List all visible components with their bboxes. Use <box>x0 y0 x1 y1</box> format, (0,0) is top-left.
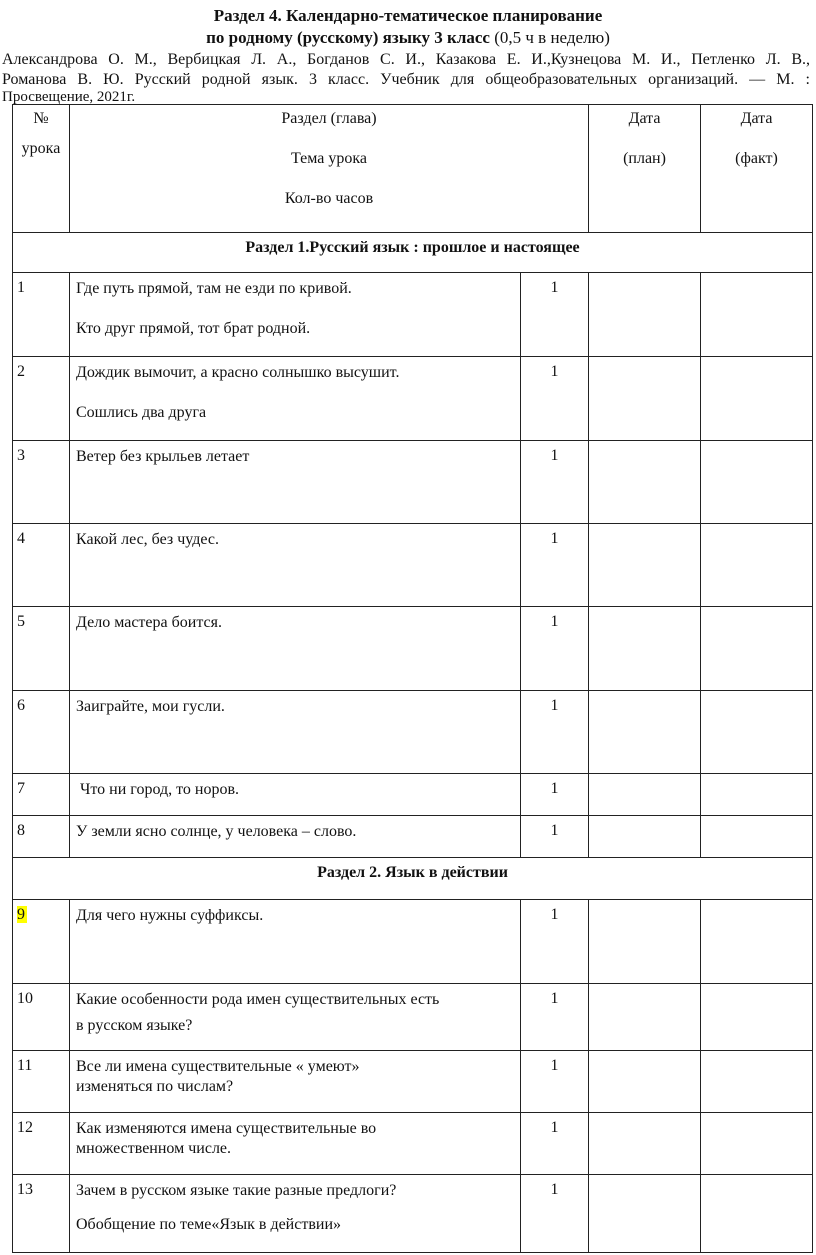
lesson-number: 10 <box>13 984 70 1051</box>
date-plan-cell <box>589 607 701 691</box>
date-fact-cell <box>701 1051 813 1113</box>
date-plan-cell <box>589 984 701 1051</box>
lesson-topic: Дождик вымочит, а красно солнышко высушит. Сошлись два друга <box>70 357 521 441</box>
header-date-fact: Дата (факт) <box>701 105 813 233</box>
lesson-topic: Какие особенности рода имен существительных есть в русском языке? <box>70 984 521 1051</box>
table-row <box>13 774 813 816</box>
lesson-number: 2 <box>13 357 70 441</box>
table-row <box>13 1051 813 1113</box>
lesson-hours: 1 <box>521 1051 589 1113</box>
lesson-number: 5 <box>13 607 70 691</box>
date-plan-cell <box>589 691 701 774</box>
lesson-hours: 1 <box>521 774 589 816</box>
section-title: Раздел 1.Русский язык : прошлое и настоящее <box>13 233 813 273</box>
date-fact-cell <box>701 691 813 774</box>
table-row <box>13 607 813 691</box>
date-fact-cell <box>701 984 813 1051</box>
table-row <box>13 524 813 607</box>
date-plan-cell <box>589 900 701 984</box>
lesson-hours: 1 <box>521 357 589 441</box>
lesson-number: 1 <box>13 273 70 357</box>
lesson-number: 11 <box>13 1051 70 1113</box>
table-row <box>13 273 813 357</box>
lesson-topic: У земли ясно солнце, у человека – слово. <box>70 816 521 858</box>
lesson-topic: Все ли имена существительные « умеют» изменяться по числам? <box>70 1051 521 1113</box>
table-row <box>13 984 813 1051</box>
lesson-topic: Для чего нужны суффиксы. <box>70 900 521 984</box>
date-plan-cell <box>589 1051 701 1113</box>
lesson-number: 13 <box>13 1175 70 1253</box>
date-plan-cell <box>589 273 701 357</box>
table-row <box>13 691 813 774</box>
highlighted-number: 9 <box>17 906 25 923</box>
lesson-number: 6 <box>13 691 70 774</box>
lesson-hours: 1 <box>521 1175 589 1253</box>
lesson-plan-table <box>12 104 813 1253</box>
lesson-topic: Зачем в русском языке такие разные предлоги? Обобщение по теме«Язык в действии» <box>70 1175 521 1253</box>
section-row <box>13 858 813 900</box>
document-title-line1: Раздел 4. Календарно-тематическое планирование <box>213 6 603 25</box>
lesson-number: 12 <box>13 1113 70 1175</box>
date-plan-cell <box>589 774 701 816</box>
authors-line: Александрова О. М., Вербицкая Л. А., Богданов С. И., Казакова Е. И.,Кузнецова М. И., Петленко Л. В., <box>2 51 810 68</box>
lesson-hours: 1 <box>521 441 589 524</box>
lesson-number: 8 <box>13 816 70 858</box>
lesson-hours: 1 <box>521 900 589 984</box>
date-fact-cell <box>701 357 813 441</box>
date-fact-cell <box>701 607 813 691</box>
table-row <box>13 900 813 984</box>
table-row <box>13 357 813 441</box>
table-row <box>13 441 813 524</box>
lesson-topic: Что ни город, то норов. <box>70 774 521 816</box>
authors-line: Романова В. Ю. Русский родной язык. 3 класс. Учебник для общеобразовательных организаций. — М. : <box>2 71 810 88</box>
lesson-topic: Какой лес, без чудес. <box>70 524 521 607</box>
date-fact-cell <box>701 441 813 524</box>
lesson-hours: 1 <box>521 273 589 357</box>
lesson-hours: 1 <box>521 691 589 774</box>
date-plan-cell <box>589 816 701 858</box>
date-plan-cell <box>589 524 701 607</box>
table-header-row <box>13 105 813 233</box>
header-topic: Раздел (глава) Тема урока Кол-во часов <box>70 105 589 233</box>
lesson-topic: Ветер без крыльев летает <box>70 441 521 524</box>
lesson-topic: Как изменяются имена существительные во множественном числе. <box>70 1113 521 1175</box>
date-plan-cell <box>589 357 701 441</box>
date-plan-cell <box>589 1175 701 1253</box>
date-plan-cell <box>589 441 701 524</box>
table-row <box>13 1113 813 1175</box>
lesson-hours: 1 <box>521 984 589 1051</box>
lesson-hours: 1 <box>521 1113 589 1175</box>
date-fact-cell <box>701 774 813 816</box>
section-row <box>13 233 813 273</box>
date-fact-cell <box>701 1175 813 1253</box>
lesson-hours: 1 <box>521 524 589 607</box>
lesson-number: 7 <box>13 774 70 816</box>
section-title: Раздел 2. Язык в действии <box>13 858 813 900</box>
authors-line: Просвещение, 2021г. <box>2 89 136 105</box>
date-fact-cell <box>701 273 813 357</box>
date-fact-cell <box>701 1113 813 1175</box>
lesson-hours: 1 <box>521 816 589 858</box>
textbook-reference <box>2 50 810 104</box>
date-fact-cell <box>701 524 813 607</box>
date-fact-cell <box>701 900 813 984</box>
table-row <box>13 816 813 858</box>
lesson-number: 4 <box>13 524 70 607</box>
lesson-topic: Дело мастера боится. <box>70 607 521 691</box>
lesson-topic: Где путь прямой, там не езди по кривой. Кто друг прямой, тот брат родной. <box>70 273 521 357</box>
table-row <box>13 1175 813 1253</box>
lesson-number: 3 <box>13 441 70 524</box>
lesson-hours: 1 <box>521 607 589 691</box>
header-date-plan: Дата (план) <box>589 105 701 233</box>
lesson-number <box>13 900 70 984</box>
date-fact-cell <box>701 816 813 858</box>
header-lesson-number: № урока <box>13 105 70 233</box>
document-title-line2: по родному (русскому) языку 3 класс (0,5 ч в неделю) <box>206 28 610 47</box>
lesson-topic: Заиграйте, мои гусли. <box>70 691 521 774</box>
date-plan-cell <box>589 1113 701 1175</box>
